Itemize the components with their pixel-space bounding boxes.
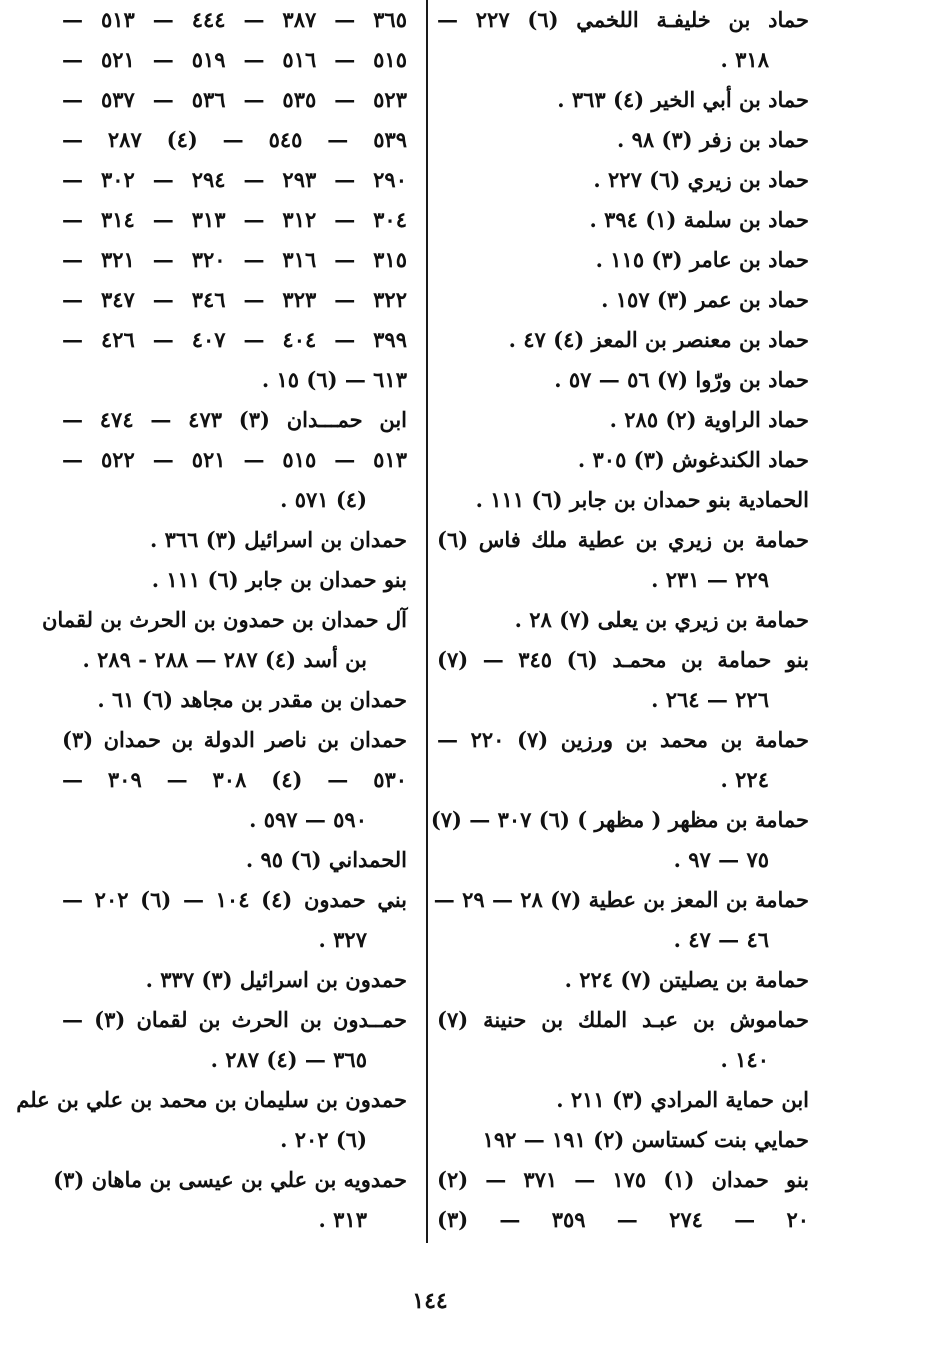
index-entry-line: حمدان بن مقدر بن مجاهد (٦) ٦١ . — [97, 687, 407, 712]
index-entry-line: ٣٢٧ . — [318, 927, 367, 952]
index-entry-line: حماد بن ورّوا (٧) ٥٦ — ٥٧ . — [554, 367, 809, 392]
index-entry-line: ٦١٣ — (٦) ١٥ . — [261, 367, 407, 392]
index-entry-line: آل حمدان بن حمدون بن الحرث بن لقمان — [42, 607, 407, 632]
index-entry-line: حماموش بن عبـد الملك بن حنينة (٧) — [437, 1007, 809, 1032]
index-entry-line: ١٤٠ . — [720, 1047, 769, 1072]
index-entry-line: حمامة بن مظهر ( مظهر ) (٦) ٣٠٧ — (٧) — [430, 807, 809, 832]
index-entry-line: ٣٠٤ — ٣١٢ — ٣١٣ — ٣١٤ — — [62, 207, 407, 232]
index-entry-line: ٣١٨ . — [720, 47, 769, 72]
index-entry-line: ٥٢٣ — ٥٣٥ — ٥٣٦ — ٥٣٧ — — [62, 87, 407, 112]
index-entry-line: ٢٢٦ — ٢٦٤ . — [651, 687, 769, 712]
index-entry-line: ٥١٥ — ٥١٦ — ٥١٩ — ٥٢١ — — [62, 47, 407, 72]
index-entry-line: ٧٥ — ٩٧ . — [673, 847, 769, 872]
index-entry-line: حمدويه بن علي بن عيسى بن ماهان (٣) — [53, 1167, 407, 1192]
index-entry-line: بن أسد (٤) ٢٨٧ — ٢٨٨ - ٢٨٩ . — [82, 647, 367, 672]
index-entry-line: حماد بن زفر (٣) ٩٨ . — [616, 127, 809, 152]
index-entry-line: (٦) ٢٠٢ . — [280, 1127, 367, 1152]
index-entry-line: ٣١٥ — ٣١٦ — ٣٢٠ — ٣٢١ — — [62, 247, 407, 272]
column-divider — [426, 0, 428, 1243]
index-entry-line: ٣١٣ . — [318, 1207, 367, 1232]
index-entry-line: حمامة بن المعز بن عطية (٧) ٢٨ — ٢٩ — — [433, 887, 809, 912]
index-entry-line: ٢٩٠ — ٢٩٣ — ٢٩٤ — ٣٠٢ — — [62, 167, 407, 192]
index-entry-line: ٣٢٢ — ٣٢٣ — ٣٤٦ — ٣٤٧ — — [62, 287, 407, 312]
index-entry-line: حمامة بن زيري بن عطية ملك فاس (٦) — [437, 527, 809, 552]
index-entry-line: حماد بن زيري (٦) ٢٢٧ . — [593, 167, 809, 192]
index-entry-line: حمدان بن اسرائيل (٣) ٣٦٦ . — [149, 527, 407, 552]
index-entry-line: بني حمدون (٤) ١٠٤ — (٦) ٢٠٢ — — [62, 887, 408, 912]
index-entry-line: ٤٦ — ٤٧ . — [673, 927, 769, 952]
right-column — [430, 0, 810, 1240]
index-entry-line: حمامة بن محمد بن ورزين (٧) ٢٢٠ — — [437, 727, 810, 752]
index-entry-line: حمامة بن يصليتن (٧) ٢٢٤ . — [564, 967, 809, 992]
index-entry-line: بنو حمامة بن محمـد (٦) ٣٤٥ — (٧) — [437, 647, 809, 672]
index-entry-line: ٥٣٠ — (٤) ٣٠٨ — ٣٠٩ — — [62, 767, 408, 792]
index-entry-line: ٣٦٥ — ٣٨٧ — ٤٤٤ — ٥١٣ — — [62, 7, 407, 32]
page-number: ١٤٤ — [412, 1288, 448, 1314]
index-entry-line: ٥١٣ — ٥١٥ — ٥٢١ — ٥٢٢ — — [62, 447, 407, 472]
index-entry-line: حماد الراوية (٢) ٢٨٥ . — [609, 407, 809, 432]
index-entry-line: بنو حمدان بن جابر (٦) ١١١ . — [151, 567, 407, 592]
index-entry-line: ٢٢٤ . — [720, 767, 769, 792]
index-entry-line: حماد بن معنصر بن المعز (٤) ٤٧ . — [508, 327, 809, 352]
index-entry-line: حماد بن أبي الخير (٤) ٣٦٣ . — [557, 87, 809, 112]
index-entry-line: الحمادية بنو حمدان بن جابر (٦) ١١١ . — [475, 487, 809, 512]
index-entry-line: حمدون بن سليمان بن محمد بن علي بن علم — [16, 1087, 407, 1112]
left-column — [16, 0, 408, 1240]
index-entry-line: ٣٦٥ — (٤) ٢٨٧ . — [210, 1047, 367, 1072]
index-entry-line: ابن حمـــدان (٣) ٤٧٣ — ٤٧٤ — — [62, 407, 408, 432]
index-entry-line: حماد بن خليفـة اللخمي (٦) ٢٢٧ — — [437, 7, 810, 32]
index-entry-line: ابن حماية المرادي (٣) ٢١١ . — [556, 1087, 809, 1112]
index-entry-line: ٢٢٩ — ٢٣١ . — [651, 567, 769, 592]
index-entry-line: حمــدون بن الحرث بن لقمان (٣) — — [62, 1007, 407, 1032]
index-entry-line: حماد بن سلمة (١) ٣٩٤ . — [589, 207, 809, 232]
index-entry-line: ٥٩٠ — ٥٩٧ . — [249, 807, 367, 832]
index-entry-line: ٥٣٩ — ٥٤٥ — (٤) ٢٨٧ — — [62, 127, 408, 152]
index-entry-line: ٣٩٩ — ٤٠٤ — ٤٠٧ — ٤٢٦ — — [62, 327, 407, 352]
index-entry-line: حمايي بنت كستاسن (٢) ١٩١ — ١٩٢ — [482, 1127, 809, 1152]
index-entry-line: حماد بن عمر (٣) ١٥٧ . — [601, 287, 809, 312]
index-entry-line: حمامة بن زيري بن يعلى (٧) ٢٨ . — [514, 607, 809, 632]
index-entry-line: حمدون بن اسرائيل (٣) ٣٣٧ . — [145, 967, 407, 992]
index-entry-line: بنو حمدان (١) ١٧٥ — ٣٧١ — (٢) — [437, 1167, 810, 1192]
index-entry-line: حمدان بن ناصر الدولة بن حمدان (٣) — [62, 727, 407, 752]
index-entry-line: الحمداني (٦) ٩٥ . — [245, 847, 407, 872]
index-entry-line: (٤) ٥٧١ . — [280, 487, 367, 512]
index-entry-line: ٢٠ — ٢٧٤ — ٣٥٩ — (٣) — [437, 1207, 809, 1232]
index-entry-line: حماد الكندغوش (٣) ٣٠٥ . — [577, 447, 809, 472]
index-entry-line: حماد بن عامر (٣) ١١٥ . — [595, 247, 809, 272]
